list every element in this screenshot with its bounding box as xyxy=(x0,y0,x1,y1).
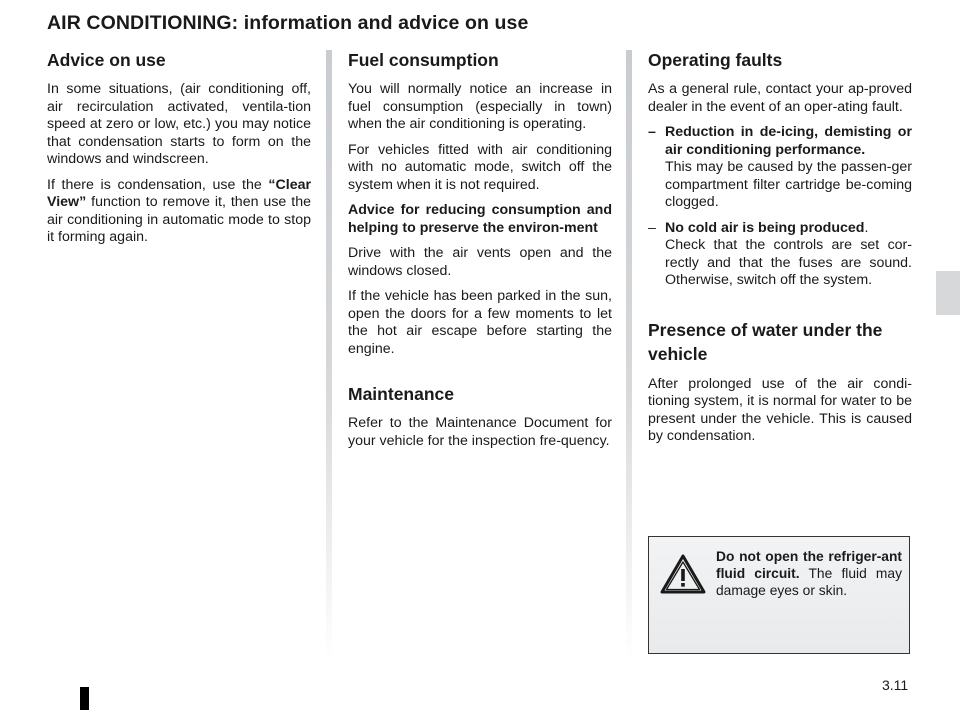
advice-paragraph-2 xyxy=(47,177,311,247)
fault-item-deicing xyxy=(648,124,912,212)
advice-paragraph-1: In some situations, (air conditioning off, air recirculation activated, ventila-tion speed at zero or low, etc.) you may notice that condensation starts to form on the windows and windscreen. xyxy=(47,81,311,167)
page-number: 3.11 xyxy=(882,677,909,693)
warning-bold-text: Do not open the refriger-ant fluid circuit. xyxy=(716,549,902,581)
heading-maintenance: Maintenance xyxy=(348,384,454,404)
faults-paragraph-1: As a general rule, contact your ap-proved dealer in the event of an oper-ating fault. xyxy=(648,81,912,115)
fault-item-no-cold-air xyxy=(648,220,912,290)
advice-p2-text-end: function to remove it, then use the air conditioning in automatic mode to stop it forming again. xyxy=(47,194,311,245)
section-side-tab xyxy=(936,271,960,315)
dash-bullet: – xyxy=(648,219,656,236)
warning-triangle-icon xyxy=(659,553,707,595)
heading-operating-faults: Operating faults xyxy=(648,50,783,70)
column-fuel xyxy=(348,50,612,458)
column-faults xyxy=(648,50,912,454)
column-divider-right xyxy=(626,50,632,660)
fault-item-2-title: No cold air is being produced xyxy=(665,219,865,236)
warning-box xyxy=(648,536,910,654)
warning-text xyxy=(716,548,902,599)
column-divider-left xyxy=(326,50,332,660)
heading-water-under-vehicle: Presence of water under the vehicle xyxy=(648,319,883,364)
heading-fuel-consumption: Fuel consumption xyxy=(348,50,499,70)
crop-mark xyxy=(80,687,89,710)
water-paragraph: After prolonged use of the air condi-tioning system, it is normal for water to be present under the vehicle. This is caused by condensation. xyxy=(648,375,912,444)
warning-body-text: The fluid may damage eyes or skin. xyxy=(716,566,903,598)
fuel-paragraph-1: You will normally notice an increase in fuel consumption (especially in town) when the air conditioning is operating. xyxy=(348,81,612,132)
advice-p2-text: If there is condensation, use the xyxy=(47,176,269,193)
fuel-paragraph-3: Drive with the air vents open and the windows closed. xyxy=(348,245,612,279)
fuel-subheading-advice: Advice for reducing consumption and helping to preserve the environ-ment xyxy=(348,202,612,236)
fuel-paragraph-4: If the vehicle has been parked in the sun, open the doors for a few moments to let the hot air escape before starting the engine. xyxy=(348,288,612,357)
column-advice xyxy=(47,50,311,255)
fault-item-2-text: Check that the controls are set cor-rectly and that the fuses are sound. Otherwise, switch off the system. xyxy=(665,237,912,288)
maintenance-paragraph: Refer to the Maintenance Document for your vehicle for the inspection fre-quency. xyxy=(348,415,612,449)
clear-view-term: “Clear View” xyxy=(47,176,311,210)
fuel-paragraph-2: For vehicles fitted with air conditioning with no automatic mode, switch off the system when it is not required. xyxy=(348,141,612,193)
dash-bullet: – xyxy=(648,124,656,140)
heading-advice-on-use: Advice on use xyxy=(47,50,166,70)
fault-item-1-text: This may be caused by the passen-ger compartment filter cartridge be-coming clogged. xyxy=(665,159,912,210)
fault-item-1-title: Reduction in de-icing, demisting or air conditioning performance. xyxy=(665,124,912,158)
fault-item-2-dot: . xyxy=(864,219,869,236)
page-title: AIR CONDITIONING: information and advice on use xyxy=(47,12,529,34)
